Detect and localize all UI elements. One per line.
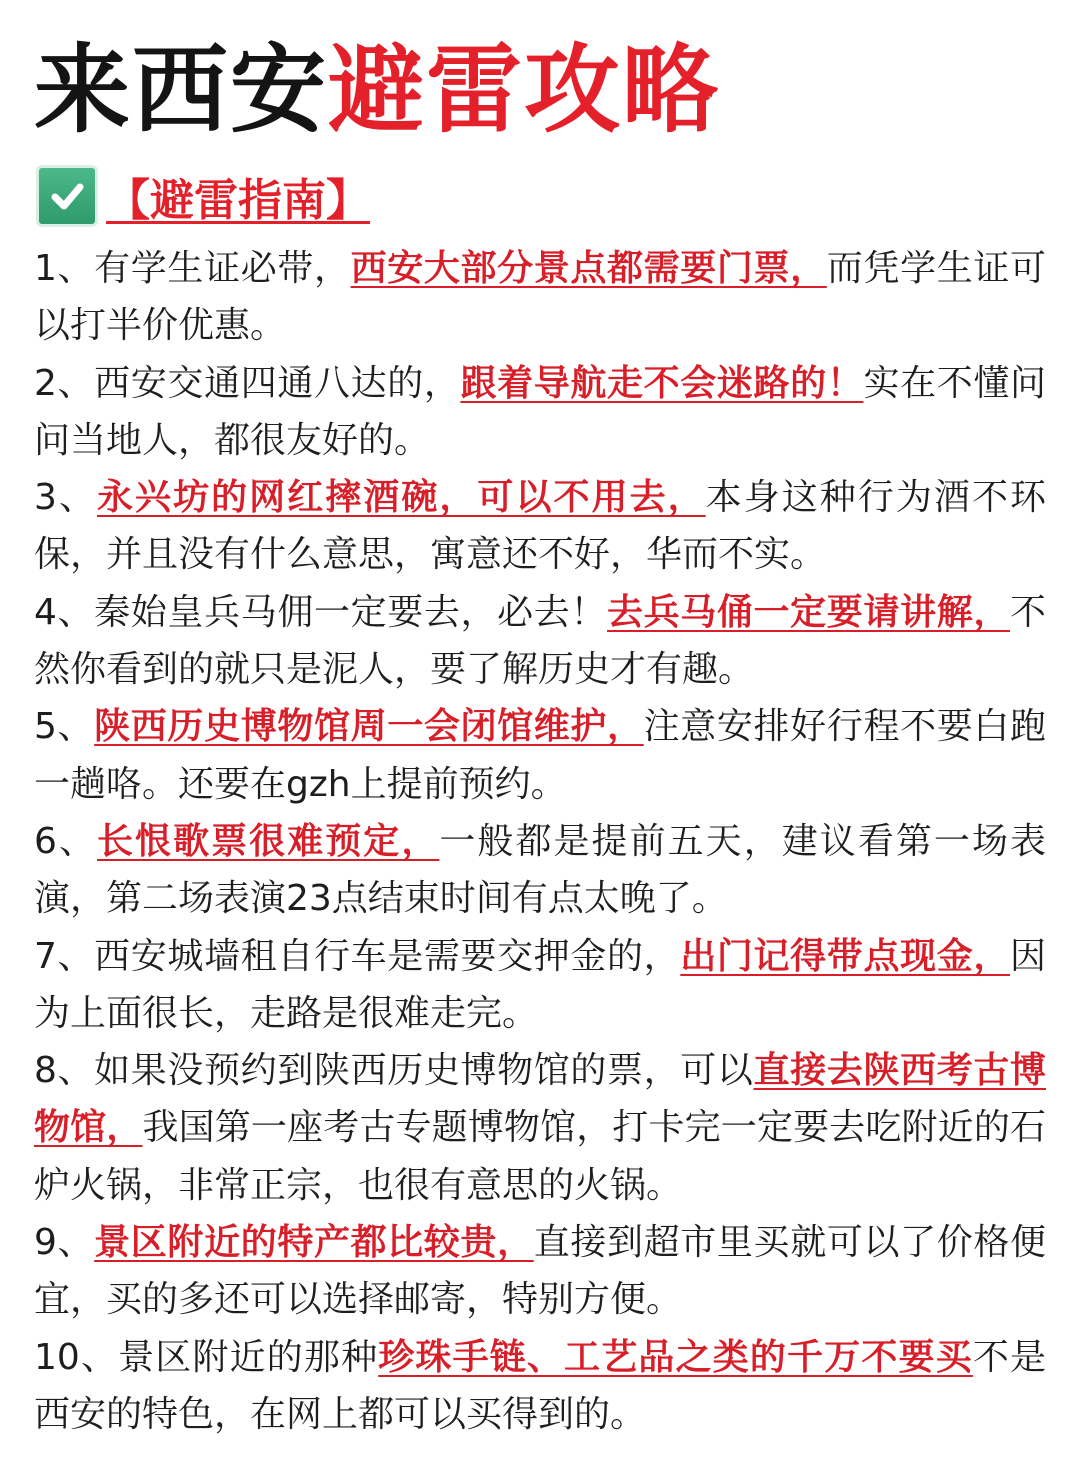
tip-highlight: 珍珠手链、工艺品之类的千万不要买 (378, 1336, 973, 1378)
tip-text: 8、如果没预约到陕西历史博物馆的票，可以 (34, 1050, 754, 1092)
check-icon (36, 165, 98, 227)
tip-text: 7、西安城墙租自行车是需要交押金的， (34, 935, 681, 977)
tip-item (34, 1329, 1046, 1444)
tip-text: 1、有学生证必带， (34, 248, 351, 289)
title-part-red: 避雷攻略 (328, 34, 720, 146)
tip-text: 6、 (34, 820, 97, 862)
tip-text: 10、景区附近的那种 (34, 1336, 379, 1378)
tip-item (34, 240, 1046, 355)
tip-item (34, 813, 1046, 928)
tip-highlight: 陕西历史博物馆周一会闭馆维护， (94, 706, 644, 748)
tip-text: 2、西安交通四通八达的， (34, 362, 461, 404)
tip-text: 不是西安的特色，在网上都可以买得到的。 (34, 1336, 1046, 1435)
tip-text: 9、 (34, 1222, 95, 1264)
tip-item (34, 928, 1046, 1043)
tip-highlight: 直接去陕西考古博物馆， (34, 1050, 1046, 1149)
tip-item (34, 1042, 1046, 1214)
tip-text: 3、 (34, 477, 97, 519)
tip-text: 我国第一座考古专题博物馆，打卡完一定要去吃附近的石炉火锅，非常正宗，也很有意思的火锅。 (34, 1107, 1046, 1206)
tip-text: 4、秦始皇兵马佣一定要去，必去！ (34, 591, 608, 633)
tip-text: 因为上面很长，走路是很难走完。 (34, 935, 1046, 1034)
tip-text: 而凭学生证可以打半价优惠。 (34, 248, 1046, 347)
title-part-black: 来西安 (34, 34, 328, 146)
tip-highlight: 跟着导航走不会迷路的！ (460, 362, 864, 404)
tip-item (34, 584, 1046, 699)
tip-item (34, 469, 1046, 584)
page-title (34, 0, 1046, 150)
tip-text: 本身这种行为酒不环保，并且没有什么意思，寓意还不好，华而不实。 (34, 477, 1046, 576)
tip-highlight: 长恨歌票很难预定， (97, 820, 440, 862)
tip-highlight: 去兵马俑一定要请讲解， (607, 591, 1010, 633)
tip-item (34, 698, 1046, 813)
tip-item (34, 1214, 1046, 1329)
tip-highlight: 永兴坊的网红摔酒碗，可以不用去， (97, 477, 706, 519)
tip-text: 直接到超市里买就可以了价格便宜，买的多还可以选择邮寄，特别方便。 (34, 1222, 1046, 1321)
tip-text: 实在不懂问问当地人，都很友好的。 (34, 362, 1046, 461)
tips-list (34, 240, 1046, 1443)
guide-label: 【避雷指南】 (106, 175, 370, 226)
tip-highlight: 景区附近的特产都比较贵， (94, 1222, 534, 1264)
tip-text: 一般都是提前五天，建议看第一场表演，第二场表演23点结束时间有点太晚了。 (34, 820, 1046, 920)
tip-item (34, 355, 1046, 470)
tip-highlight: 出门记得带点现金， (680, 935, 1010, 977)
tip-text: 不然你看到的就只是泥人，要了解历史才有趣。 (34, 591, 1046, 691)
check-mark-svg (47, 176, 87, 216)
tip-text: 5、 (34, 706, 95, 748)
guide-header (34, 156, 1046, 236)
tip-highlight: 西安大部分景点都需要门票， (350, 248, 827, 289)
tip-text: 注意安排好行程不要白跑一趟咯。还要在gzh上提前预约。 (34, 706, 1046, 805)
